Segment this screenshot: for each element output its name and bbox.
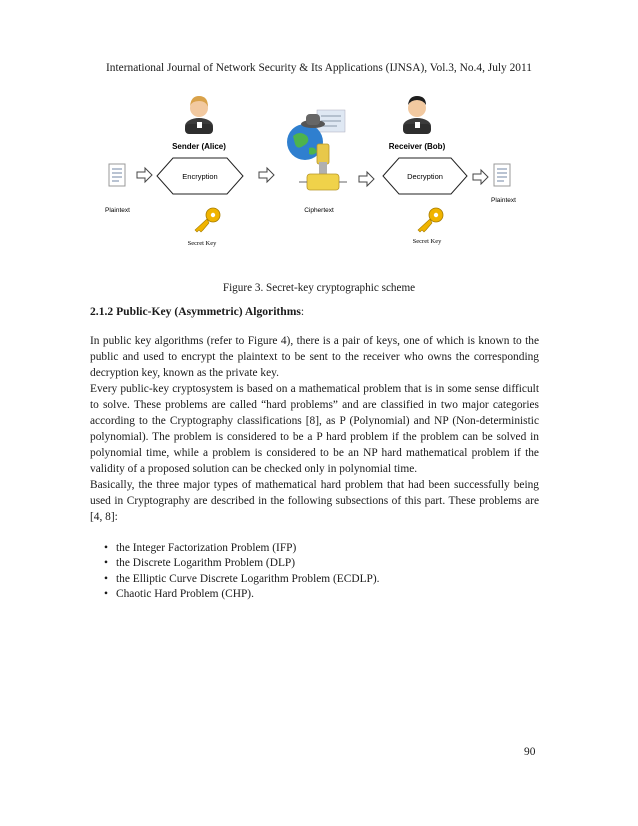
list-item: • the Integer Factorization Problem (IFP): [104, 541, 380, 556]
section-heading-colon: :: [300, 305, 305, 318]
sender-avatar-icon: [185, 96, 213, 134]
secret-key-scheme-figure: [95, 86, 545, 254]
paragraph: In public key algorithms (refer to Figure 4), there is a pair of keys, one of which is known to the public and used to encrypt the plaintext to be sent to the receiver who owns the corresponding decryption key, known as the private key.: [90, 335, 539, 379]
paragraph: Every public-key cryptosystem is based on a mathematical problem that is in some sense difficult to solve. These problems are called “hard problems” and are classified in two major categories according to the Cryptography classifications [8], as P (Polynomial) and NP (Non-deterministic polynomial). The problem is considered to be a P hard problem if the problem can be solved in polynomial time, while a problem is considered to be an NP hard mathematical problem if the validity of a proposed solution can be checked only in polynomial time.: [90, 383, 539, 475]
section-heading: [90, 305, 304, 318]
secret-key-right-label: Secret Key: [412, 238, 442, 245]
plaintext-right-label: Plaintext: [491, 197, 516, 204]
arrow-right-icon: [137, 168, 152, 182]
plaintext-left-label: Plaintext: [105, 207, 130, 214]
secret-key-right-icon: [418, 208, 443, 232]
secret-key-left-icon: [195, 208, 220, 232]
receiver-label: Receiver (Bob): [388, 142, 446, 151]
section-heading-title: 2.1.2 Public-Key (Asymmetric) Algorithms: [90, 305, 301, 318]
decryption-label: Decryption: [407, 172, 443, 181]
receiver-avatar-icon: [403, 96, 431, 134]
hard-problems-list: [104, 541, 380, 603]
list-item: • the Elliptic Curve Discrete Logarithm Problem (ECDLP).: [104, 572, 380, 587]
plaintext-document-icon: [109, 164, 125, 186]
plaintext-document-icon: [494, 164, 510, 186]
page-number: 90: [524, 746, 536, 758]
list-item: • Chaotic Hard Problem (CHP).: [104, 587, 380, 602]
paragraph: Basically, the three major types of mathematical hard problem that had been successfully being used in Cryptography are described in the following subsections of this part. These problems are [4, 8]:: [90, 479, 539, 523]
encryption-label: Encryption: [182, 172, 218, 181]
secret-key-left-label: Secret Key: [187, 240, 217, 247]
arrow-right-icon: [259, 168, 274, 182]
arrow-right-icon: [359, 172, 374, 186]
list-item: • the Discrete Logarithm Problem (DLP): [104, 556, 380, 571]
arrow-right-icon: [473, 170, 488, 184]
journal-header: International Journal of Network Security & Its Applications (IJNSA), Vol.3, No.4, July 2011: [106, 62, 532, 74]
sender-label: Sender (Alice): [172, 142, 226, 151]
ciphertext-globe-icon: [287, 110, 347, 190]
ciphertext-label: Ciphertext: [304, 207, 334, 214]
figure-caption: Figure 3. Secret-key cryptographic scheme: [222, 282, 416, 294]
